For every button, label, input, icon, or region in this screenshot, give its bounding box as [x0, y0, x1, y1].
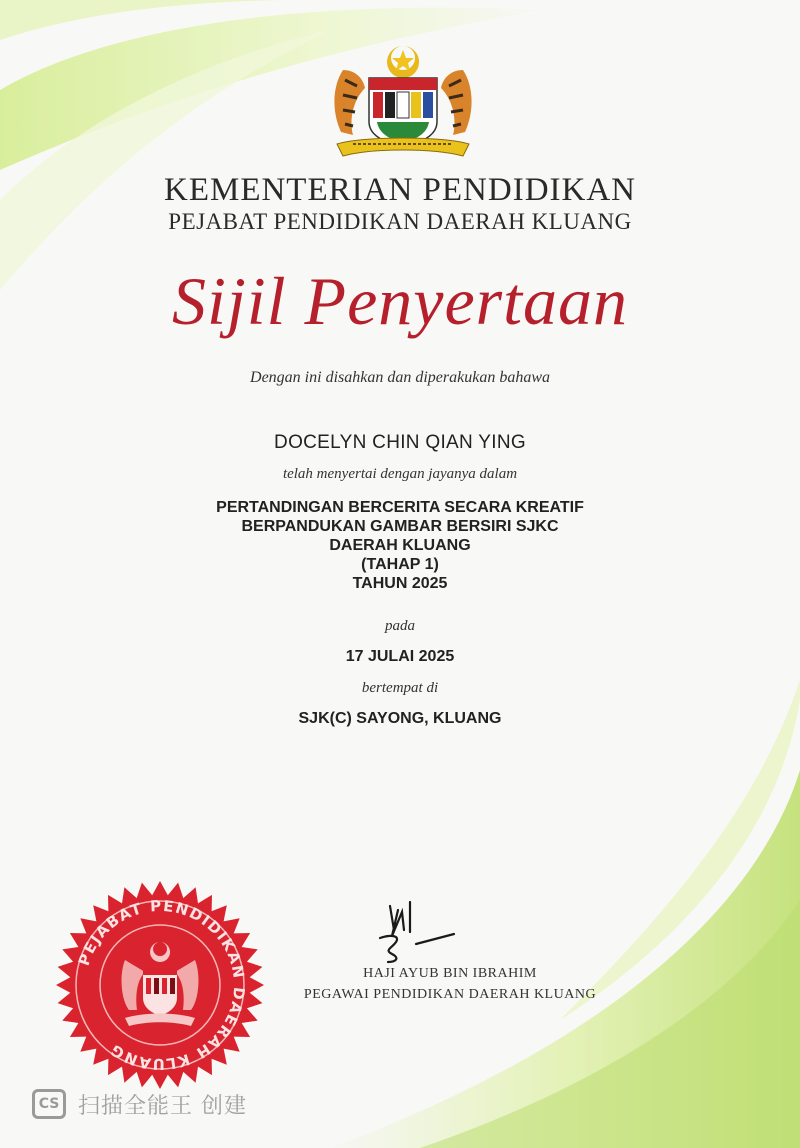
date-label: pada [385, 618, 415, 634]
signatory-name: HAJI AYUB BIN IBRAHIM [363, 966, 537, 981]
official-seal-icon [55, 880, 265, 1090]
certification-statement: Dengan ini disahkan dan diperakukan bahawa [250, 369, 550, 386]
camscanner-logo-icon: CS [32, 1089, 66, 1119]
event-date: 17 JULAI 2025 [345, 648, 455, 665]
scanner-watermark [32, 1086, 247, 1122]
event-line: PERTANDINGAN BERCERITA SECARA KREATIF [216, 499, 584, 516]
seal-ring-text: PEJABAT PENDIDIKAN DAERAH KLUANG [74, 896, 249, 1074]
event-line: BERPANDUKAN GAMBAR BERSIRI SJKC [241, 518, 559, 535]
ministry-title: KEMENTERIAN PENDIDIKAN [163, 172, 637, 208]
event-venue: SJK(C) SAYONG, KLUANG [298, 710, 502, 727]
event-line: TAHUN 2025 [352, 575, 448, 592]
venue-label: bertempat di [361, 680, 439, 696]
watermark-text: 扫描全能王 创建 [78, 1093, 247, 1119]
event-line: (TAHAP 1) [361, 556, 439, 573]
malaysia-crest-icon [323, 40, 483, 160]
signatory-title: PEGAWAI PENDIDIKAN DAERAH KLUANG [303, 987, 597, 1002]
event-title [0, 498, 800, 593]
event-line: DAERAH KLUANG [329, 537, 471, 554]
recipient-name: DOCELYN CHIN QIAN YING [274, 432, 526, 453]
signature-icon [370, 896, 470, 966]
district-office-title: PEJABAT PENDIDIKAN DAERAH KLUANG [168, 209, 632, 234]
participation-statement: telah menyertai dengan jayanya dalam [282, 466, 518, 482]
certificate-title: Sijil Penyertaan [171, 263, 628, 339]
